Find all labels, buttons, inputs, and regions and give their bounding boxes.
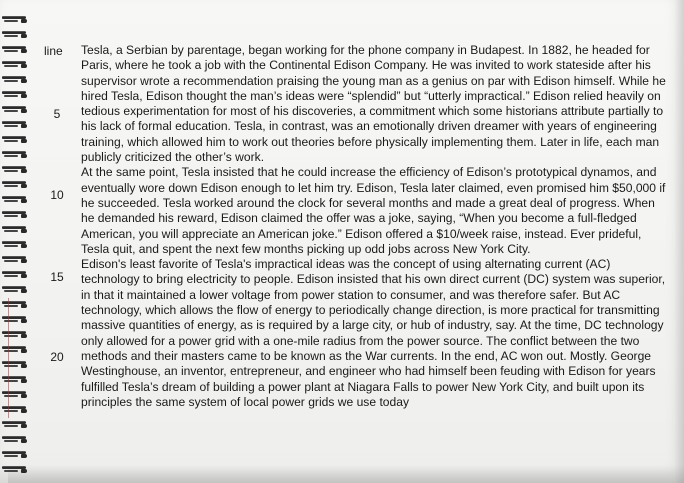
coil-hole <box>21 199 27 203</box>
coil-lower-wire <box>4 365 18 367</box>
coil-lower-wire <box>4 65 18 67</box>
coil-hole <box>21 274 27 278</box>
coil-hole <box>21 139 27 143</box>
binding-coil <box>2 181 29 188</box>
binding-coil <box>2 61 29 68</box>
line-label: line <box>44 44 63 58</box>
coil-hole <box>21 334 27 338</box>
binding-coil <box>2 196 29 203</box>
coil-lower-wire <box>4 200 18 202</box>
coil-hole <box>21 94 27 98</box>
binding-coil <box>2 436 29 443</box>
binding-coil <box>2 301 29 308</box>
coil-lower-wire <box>4 260 18 262</box>
coil-lower-wire <box>4 125 18 127</box>
coil-lower-wire <box>4 425 18 427</box>
binding-coil <box>2 286 29 293</box>
coil-lower-wire <box>4 95 18 97</box>
binding-coil <box>2 31 29 38</box>
coil-lower-wire <box>4 245 18 247</box>
binding-coil <box>2 91 29 98</box>
passage-text <box>81 43 671 410</box>
margin-line <box>8 298 9 418</box>
coil-lower-wire <box>4 335 18 337</box>
coil-lower-wire <box>4 80 18 82</box>
binding-coil <box>2 421 29 428</box>
binding-coil <box>2 271 29 278</box>
binding-coil <box>2 316 29 323</box>
coil-hole <box>21 259 27 263</box>
binding-coil <box>2 241 29 248</box>
coil-lower-wire <box>4 35 18 37</box>
coil-lower-wire <box>4 20 18 22</box>
coil-lower-wire <box>4 275 18 277</box>
coil-lower-wire <box>4 215 18 217</box>
coil-lower-wire <box>4 170 18 172</box>
coil-hole <box>21 349 27 353</box>
coil-lower-wire <box>4 305 18 307</box>
coil-hole <box>21 394 27 398</box>
binding-coil <box>2 76 29 83</box>
coil-hole <box>21 439 27 443</box>
binding-coil <box>2 211 29 218</box>
coil-hole <box>21 49 27 53</box>
coil-lower-wire <box>4 410 18 412</box>
coil-lower-wire <box>4 455 18 457</box>
coil-lower-wire <box>4 50 18 52</box>
coil-lower-wire <box>4 440 18 442</box>
coil-lower-wire <box>4 230 18 232</box>
paragraph-1: Tesla, a Serbian by parentage, began working for the phone company in Budapest. In 1882, he headed for Paris, where he took a job with the Continental Edison Company. He was invited to work stateside after his supervisor wrote a recommendation praising the young man as a genius on par with Edison himself. While he hired Tesla, Edison thought the man’s ideas were “splendid” but “utterly impractical.” Edison relied heavily on tedious experimentation for most of his discoveries, a commitment which some historians attribute partially to his lack of formal education. Tesla, in contrast, was an emotionally driven dreamer with years of engineering training, which allowed him to work out theories before physically implementing them. Later in life, each man publicly criticized the other’s work. <box>81 43 666 165</box>
binding-coil <box>2 451 29 458</box>
binding-coil <box>2 256 29 263</box>
coil-lower-wire <box>4 320 18 322</box>
coil-hole <box>21 454 27 458</box>
coil-lower-wire <box>4 290 18 292</box>
coil-hole <box>21 79 27 83</box>
page-right-shadow <box>674 0 684 483</box>
coil-lower-wire <box>4 185 18 187</box>
paragraph-3: Edison's least favorite of Tesla's impractical ideas was the concept of using alternating current (AC) technology to bring electricity to people. Edison insisted that his own direct current (DC) system was superior, in that it maintained a lower voltage from power station to consumer, and was therefore safer. But AC technology, which allows the flow of energy to periodically change direction, is more practical for transmitting massive quantities of energy, as is required by a large city, or hub of industry, say. At the time, DC technology only allowed for a power grid with a one-mile radius from the power source. The conflict between the two methods and their masters came to be known as the War currents. In the end, AC won out. Mostly. George Westinghouse, an inventor, entrepreneur, and engineer who had himself been feuding with Edison for years fulfilled Tesla’s dream of building a power plant at Niagara Falls to power New York City, and built upon its principles the same system of local power grids we use today <box>81 257 666 409</box>
spiral-binding <box>0 0 34 483</box>
coil-hole <box>21 229 27 233</box>
binding-coil <box>2 46 29 53</box>
binding-coil <box>2 406 29 413</box>
coil-hole <box>21 154 27 158</box>
coil-hole <box>21 124 27 128</box>
coil-hole <box>21 34 27 38</box>
line-number-10: 10 <box>50 188 64 202</box>
coil-hole <box>21 19 27 23</box>
coil-hole <box>21 319 27 323</box>
coil-lower-wire <box>4 140 18 142</box>
coil-hole <box>21 409 27 413</box>
binding-coil <box>2 226 29 233</box>
line-number-15: 15 <box>50 270 64 284</box>
binding-coil <box>2 121 29 128</box>
binding-coil <box>2 331 29 338</box>
coil-lower-wire <box>4 155 18 157</box>
line-number-20: 20 <box>50 350 64 364</box>
coil-lower-wire <box>4 395 18 397</box>
page-bottom-shadow <box>8 465 684 483</box>
coil-hole <box>21 244 27 248</box>
coil-lower-wire <box>4 380 18 382</box>
coil-hole <box>21 64 27 68</box>
binding-coil <box>2 106 29 113</box>
binding-coil <box>2 391 29 398</box>
coil-hole <box>21 184 27 188</box>
line-number-5: 5 <box>53 107 61 121</box>
coil-lower-wire <box>4 110 18 112</box>
coil-hole <box>21 424 27 428</box>
coil-hole <box>21 109 27 113</box>
coil-lower-wire <box>4 350 18 352</box>
coil-hole <box>21 364 27 368</box>
coil-hole <box>21 169 27 173</box>
binding-coil <box>2 166 29 173</box>
binding-coil <box>2 151 29 158</box>
binding-coil <box>2 376 29 383</box>
binding-coil <box>2 361 29 368</box>
coil-hole <box>21 214 27 218</box>
coil-hole <box>21 289 27 293</box>
coil-hole <box>21 379 27 383</box>
coil-hole <box>21 304 27 308</box>
binding-coil <box>2 16 29 23</box>
binding-coil <box>2 346 29 353</box>
paragraph-2: At the same point, Tesla insisted that he could increase the efficiency of Edison’s prototypical dynamos, and eventually wore down Edison enough to let him try. Edison, Tesla later claimed, even promised him $50,000 if he succeeded. Tesla worked around the clock for several months and made a great deal of progress. When he demanded his reward, Edison claimed the offer was a joke, saying, “When you become a full-fledged American, you will appreciate an American joke.” Edison offered a $10/week raise, instead. Ever prideful, Tesla quit, and spent the next few months picking up odd jobs across New York City. <box>81 165 666 256</box>
binding-coil <box>2 136 29 143</box>
